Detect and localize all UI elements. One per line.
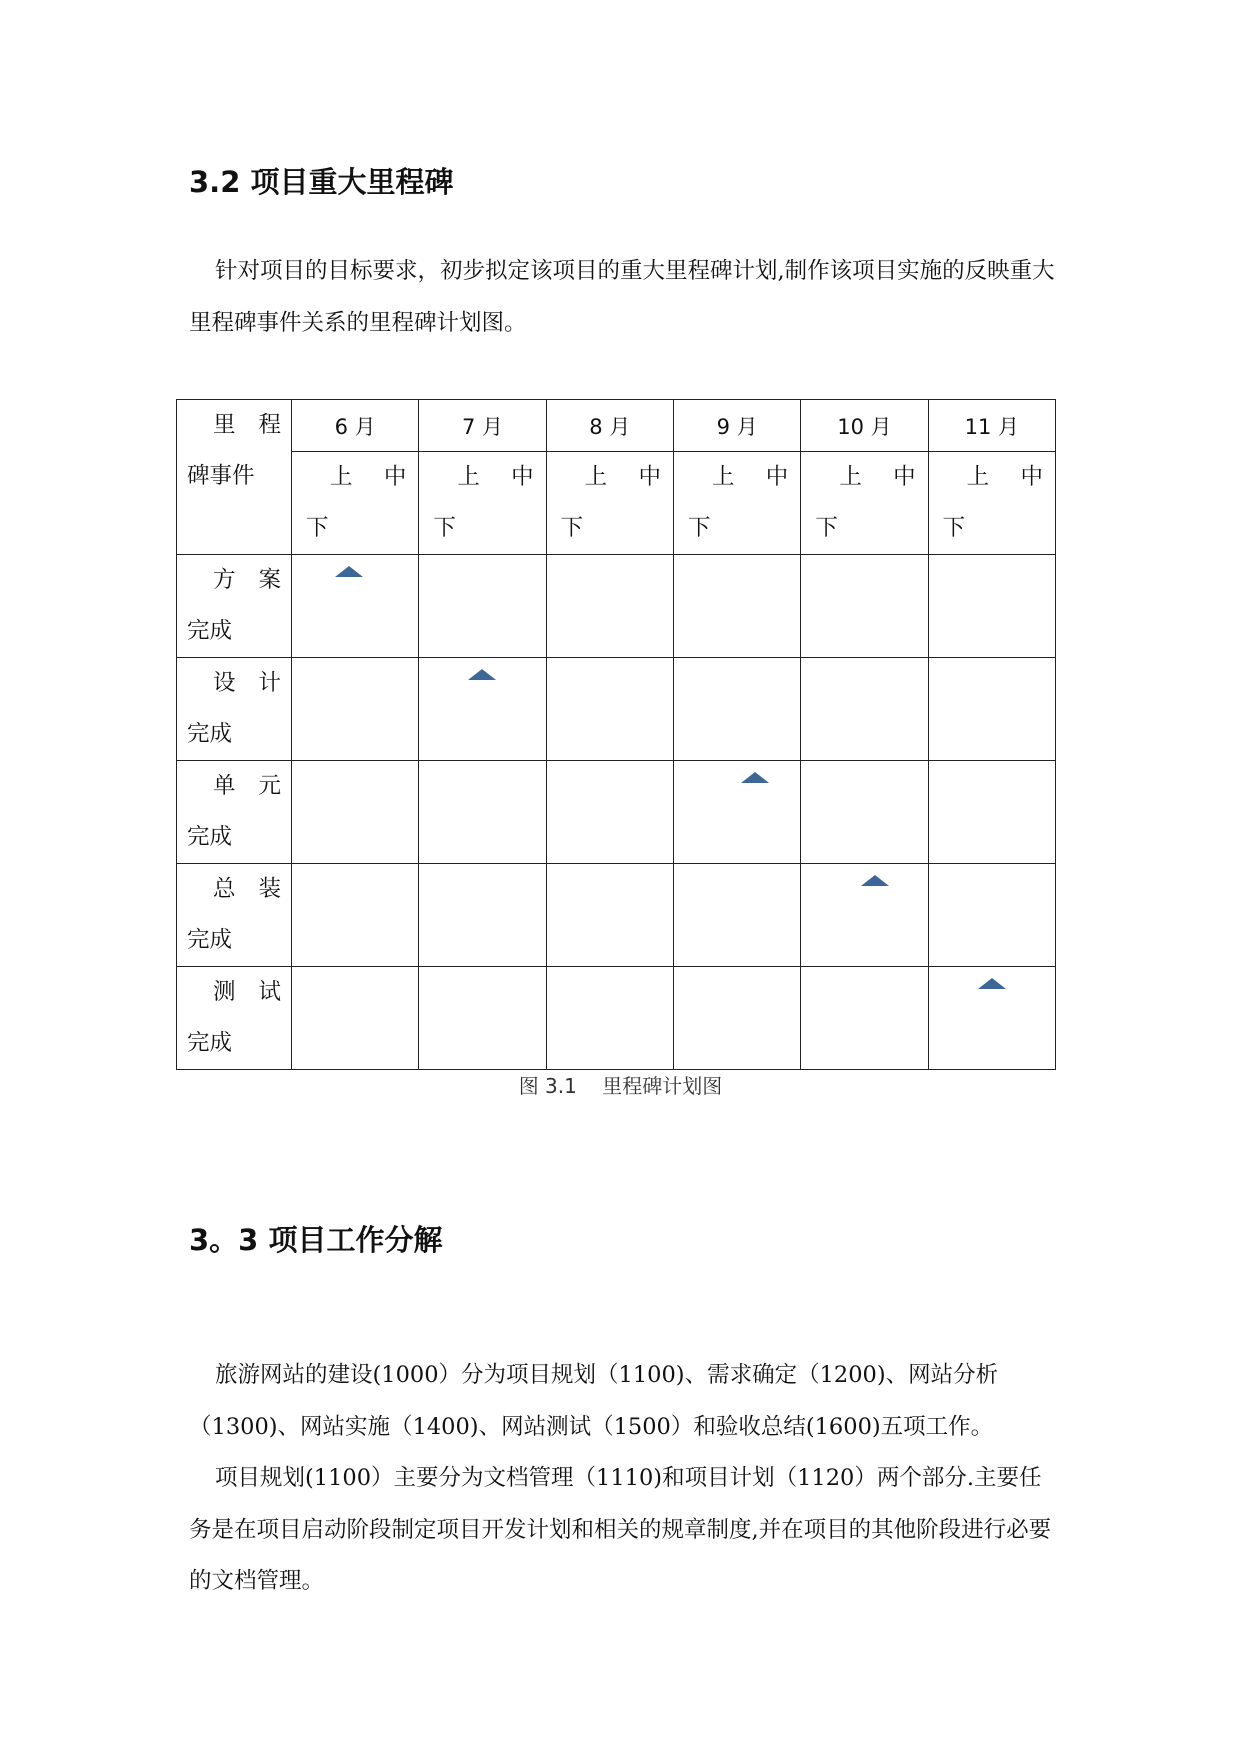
sub-period-cell <box>419 452 546 555</box>
event-name-char-2: 计 <box>258 670 281 696</box>
sub-period-early: 上 <box>711 464 735 490</box>
milestone-event-name <box>177 761 292 864</box>
sub-period-mid: 中 <box>893 464 916 490</box>
month-cell <box>419 658 546 761</box>
month-header: 11 月 <box>928 400 1055 452</box>
event-column-header <box>177 400 292 555</box>
sub-period-early: 上 <box>457 464 480 490</box>
event-name-char-1: 测 <box>213 979 236 1005</box>
month-cell <box>292 658 419 761</box>
month-header: 10 月 <box>801 400 928 452</box>
month-cell <box>801 658 928 761</box>
milestone-row <box>177 658 1056 761</box>
month-cell <box>292 864 419 967</box>
milestone-row <box>177 761 1056 864</box>
month-cell <box>673 555 800 658</box>
sub-period-early: 上 <box>966 464 990 490</box>
month-cell <box>928 555 1055 658</box>
figure-caption: 图 3.1 里程碑计划图 <box>518 1074 723 1098</box>
sub-period-row <box>177 452 1056 555</box>
month-cell <box>928 658 1055 761</box>
event-name-char-2: 试 <box>258 979 281 1005</box>
month-cell <box>419 864 546 967</box>
milestone-triangle-shape <box>978 978 1006 989</box>
milestone-event-name <box>177 864 292 967</box>
milestone-triangle-icon <box>335 566 363 577</box>
sub-period-late: 下 <box>687 515 711 541</box>
month-cell <box>292 555 419 658</box>
month-cell <box>928 864 1055 967</box>
milestone-event-name <box>177 967 292 1070</box>
sub-period-mid: 中 <box>511 464 534 490</box>
sub-period-late: 下 <box>560 515 584 541</box>
milestone-triangle-shape <box>861 875 889 886</box>
milestone-event-name <box>177 658 292 761</box>
event-name-line-2: 完成 <box>187 927 233 953</box>
milestone-row <box>177 555 1056 658</box>
event-name-char-2: 元 <box>258 773 281 799</box>
event-name-char-1: 单 <box>213 773 236 799</box>
sub-period-mid: 中 <box>638 464 661 490</box>
intro-paragraph: 针对项目的目标要求，初步拟定该项目的重大里程碑计划,制作该项目实施的反映重大里程碑事件关系的里程碑计划图。 <box>189 258 1055 336</box>
month-cell <box>546 761 673 864</box>
event-header-char-1: 里 <box>213 412 259 438</box>
month-cell <box>292 761 419 864</box>
milestone-triangle-icon <box>861 875 889 886</box>
event-name-char-1: 设 <box>213 670 236 696</box>
event-name-char-1: 方 <box>213 567 236 593</box>
milestone-row <box>177 864 1056 967</box>
milestone-event-name <box>177 555 292 658</box>
sub-period-cell <box>928 452 1055 555</box>
event-name-line-2: 完成 <box>187 721 233 747</box>
sub-period-late: 下 <box>942 515 966 541</box>
sub-period-late: 下 <box>433 515 456 541</box>
month-header: 9 月 <box>673 400 800 452</box>
month-cell <box>928 967 1055 1070</box>
sub-period-cell <box>673 452 800 555</box>
event-name-char-1: 总 <box>213 876 236 902</box>
milestone-triangle-icon <box>468 669 496 680</box>
month-header-row <box>177 400 1056 452</box>
milestone-triangle-shape <box>741 772 769 783</box>
event-name-line-2: 完成 <box>187 824 233 850</box>
milestone-triangle-icon <box>741 772 769 783</box>
wbs-paragraph-2: 项目规划(1100）主要分为文档管理（1110)和项目计划（1120）两个部分.主要任务是在项目启动阶段制定项目开发计划和相关的规章制度,并在项目的其他阶段进行必要的文档管理。 <box>189 1465 1052 1594</box>
event-name-char-2: 装 <box>258 876 281 902</box>
month-cell <box>546 967 673 1070</box>
milestone-table <box>176 399 1056 1070</box>
milestone-triangle-shape <box>468 669 496 680</box>
sub-period-mid: 中 <box>383 464 407 490</box>
month-cell <box>801 864 928 967</box>
sub-period-early: 上 <box>330 464 353 490</box>
sub-period-cell <box>801 452 928 555</box>
sub-period-cell <box>292 452 419 555</box>
sub-period-mid: 中 <box>1020 464 1043 490</box>
milestone-triangle-shape <box>335 566 363 577</box>
milestone-triangle-icon <box>978 978 1006 989</box>
sub-period-mid: 中 <box>765 464 789 490</box>
month-cell <box>419 555 546 658</box>
sub-period-late: 下 <box>306 515 329 541</box>
sub-period-early: 上 <box>839 464 862 490</box>
month-cell <box>801 761 928 864</box>
month-cell <box>801 967 928 1070</box>
wbs-paragraph-1: 旅游网站的建设(1000）分为项目规划（1100)、需求确定（1200)、网站分析（1300)、网站实施（1400)、网站测试（1500）和验收总结(1600)五项工作。 <box>189 1362 999 1440</box>
section-heading-3-2: 3.2 项目重大里程碑 <box>189 165 454 199</box>
sub-period-late: 下 <box>815 515 838 541</box>
sub-period-cell <box>546 452 673 555</box>
section-heading-3-3: 3。3 项目工作分解 <box>189 1223 443 1257</box>
month-cell <box>419 967 546 1070</box>
month-header: 7 月 <box>419 400 546 452</box>
month-cell <box>673 967 800 1070</box>
month-cell <box>292 967 419 1070</box>
month-cell <box>673 864 800 967</box>
month-cell <box>546 555 673 658</box>
month-header: 6 月 <box>292 400 419 452</box>
event-name-char-2: 案 <box>258 567 281 593</box>
month-cell <box>546 864 673 967</box>
month-cell <box>673 761 800 864</box>
sub-period-early: 上 <box>584 464 608 490</box>
event-header-char-2: 程 <box>258 412 281 438</box>
event-name-line-2: 完成 <box>187 1030 233 1056</box>
month-header: 8 月 <box>546 400 673 452</box>
event-header-line-2: 碑事件 <box>187 463 255 489</box>
month-cell <box>801 555 928 658</box>
month-cell <box>673 658 800 761</box>
month-cell <box>546 658 673 761</box>
month-cell <box>419 761 546 864</box>
milestone-row <box>177 967 1056 1070</box>
month-cell <box>928 761 1055 864</box>
event-name-line-2: 完成 <box>187 618 233 644</box>
